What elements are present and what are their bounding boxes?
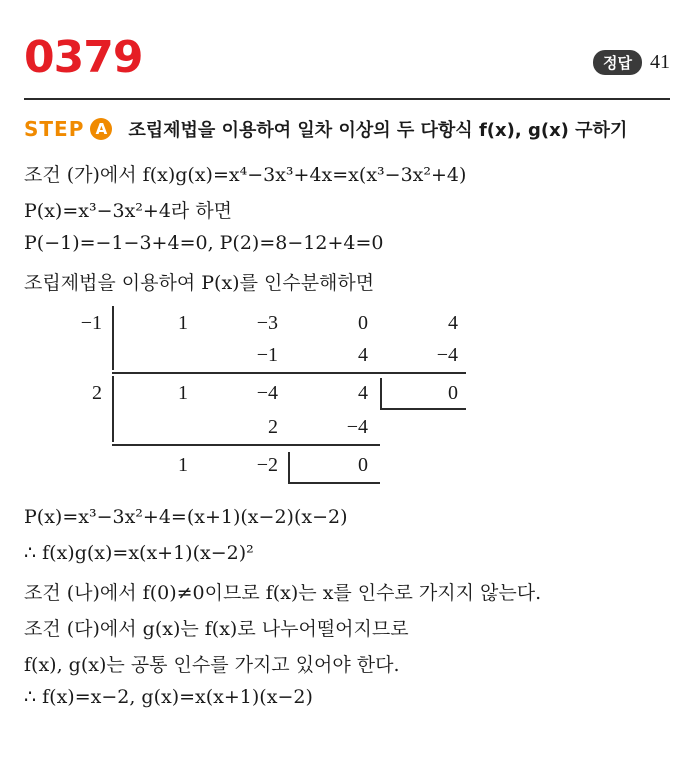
divisor-1: −1: [80, 312, 102, 334]
quotient-cell: −4: [256, 382, 278, 404]
solution-line-7: 조건 (나)에서 f(0)≠0이므로 f(x)는 x를 인수로 가지지 않는다.: [24, 582, 542, 604]
solution-line-9: f(x), g(x)는 공통 인수를 가지고 있어야 한다.: [24, 654, 400, 676]
step-title: 조립제법을 이용하여 일차 이상의 두 다항식 f(x), g(x) 구하기: [128, 120, 628, 141]
remainder-bar-1: [380, 378, 382, 408]
divisor-2: 2: [92, 382, 102, 404]
remainder-bar-2: [288, 452, 290, 482]
coef-cell: 0: [358, 312, 368, 334]
remainder-cell: 0: [358, 454, 368, 476]
step-badge: A: [90, 118, 112, 140]
solution-line-3: P(−1)=−1−3+4=0, P(2)=8−12+4=0: [24, 232, 384, 254]
product-cell: −4: [346, 416, 368, 438]
solution-line-5: P(x)=x³−3x²+4=(x+1)(x−2)(x−2): [24, 506, 348, 528]
quotient-cell: 1: [178, 454, 188, 476]
sum-line-1: [112, 372, 466, 374]
solution-line-1: 조건 (가)에서 f(x)g(x)=x⁴−3x³+4x=x(x³−3x²+4): [24, 164, 467, 186]
solution-line-4: 조립제법을 이용하여 P(x)를 인수분해하면: [24, 272, 375, 294]
remainder-line-2: [288, 482, 380, 484]
remainder-line-1: [380, 408, 466, 410]
product-cell: 2: [268, 416, 278, 438]
product-cell: 4: [358, 344, 368, 366]
coef-cell: −3: [256, 312, 278, 334]
remainder-cell: 0: [448, 382, 458, 404]
header-divider: [24, 98, 670, 100]
answer-reference[interactable]: [593, 50, 670, 75]
divisor-bar-1: [112, 306, 114, 370]
sum-line-2: [112, 444, 380, 446]
coef-cell: 4: [448, 312, 458, 334]
solution-line-8: 조건 (다)에서 g(x)는 f(x)로 나누어떨어지므로: [24, 618, 409, 640]
product-cell: −1: [256, 344, 278, 366]
coef-cell: 1: [178, 312, 188, 334]
step-word: STEP: [24, 117, 85, 141]
quotient-cell: 4: [358, 382, 368, 404]
answer-badge: 정답: [593, 50, 642, 75]
divisor-bar-2: [112, 376, 114, 442]
answer-page-number: 41: [650, 51, 670, 73]
quotient-cell: 1: [178, 382, 188, 404]
quotient-cell: −2: [256, 454, 278, 476]
solution-line-6: ∴ f(x)g(x)=x(x+1)(x−2)²: [24, 542, 254, 564]
product-cell: −4: [436, 344, 458, 366]
solution-line-2: P(x)=x³−3x²+4라 하면: [24, 200, 233, 222]
step-heading: [24, 116, 627, 142]
problem-number: 0379: [24, 32, 143, 83]
solution-line-10: ∴ f(x)=x−2, g(x)=x(x+1)(x−2): [24, 686, 313, 708]
